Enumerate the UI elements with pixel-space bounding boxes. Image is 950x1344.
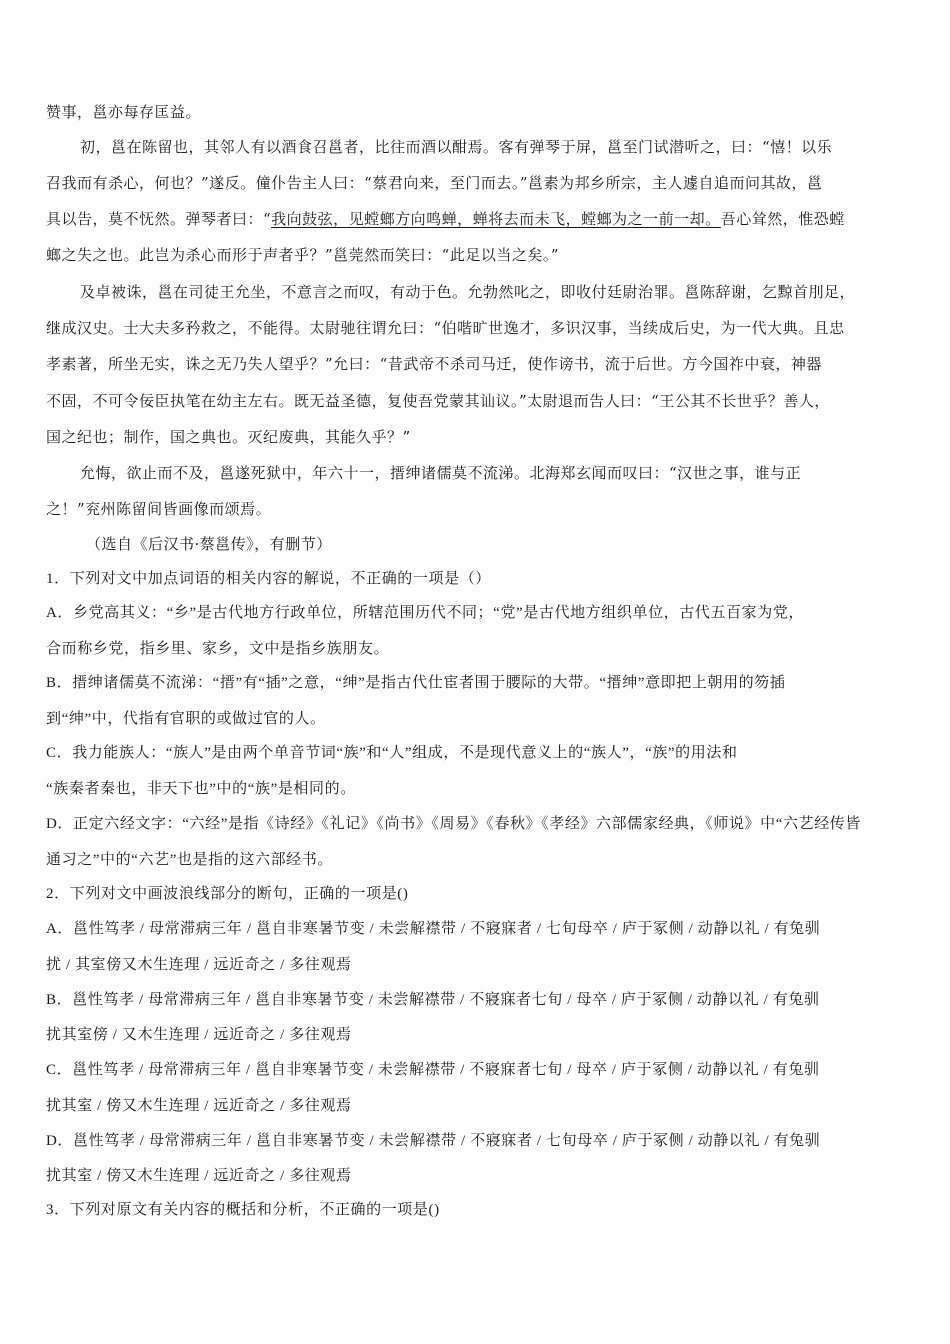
option-2b-cont: 扰其室傍 / 又木生连理 / 远近奇之 / 多往观焉 — [46, 1027, 352, 1043]
passage-line: 允悔，欲止而不及，邕遂死狱中，年六十一，搢绅诸儒莫不流涕。北海郑玄闻而叹曰：“汉世之事，谁与正 — [80, 464, 802, 482]
passage-line: 螂之失之也。此岂为杀心而形于声者乎？”邕莞然而笑曰：“此足以当之矣。” — [46, 246, 560, 264]
passage-line: 及卓被诛，邕在司徒王允坐，不意言之而叹，有动于色。允勃然叱之，即收付廷尉治罪。邕陈辞谢，乞黥首刖足， — [80, 283, 856, 301]
passage-line: 召我而有杀心，何也？”遂反。僮仆告主人曰：“蔡君向来，至门而去。”邕素为邦乡所宗，主人遽自追而问其故，邕 — [46, 174, 823, 192]
passage-line: 赞事，邕亦每存匡益。 — [46, 103, 202, 121]
option-2c: C．邕性笃孝 / 母常滞病三年 / 邕自非寒暑节变 / 未尝解襟带 / 不寢寐者七旬 / 母卒 / 庐于冢侧 / 动静以礼 / 有兔驯 — [46, 1062, 820, 1078]
passage-line: 之！”兖州陈留间皆画像而颂焉。 — [46, 500, 272, 518]
option-1a-cont: 合而称乡党，指乡里、家乡，文中是指乡族朋友。 — [46, 641, 390, 657]
passage-line: 国之纪也；制作，国之典也。灭纪废典，其能久乎？” — [46, 428, 411, 446]
option-1a: A．乡党高其义：“乡”是古代地方行政单位，所辖范围历代不同；“党”是古代地方组织单位，古代五百家为党， — [46, 605, 805, 621]
underlined-text: 我向鼓弦，见螳螂方向鸣蝉，蝉将去而未飞，螳螂为之一前一却。 — [271, 210, 721, 228]
option-2a-cont: 扰 / 其室傍又木生连理 / 远近奇之 / 多往观焉 — [46, 957, 352, 973]
option-1d: D．正定六经文字：“六经”是指《诗经》《礼记》《尚书》《周易》《春秋》《孝经》六部儒家经典，《师说》中“六艺经传皆 — [46, 816, 862, 832]
passage-line — [46, 209, 845, 229]
passage-line: 初，邕在陈留也，其邻人有以酒食召邕者，比往而酒以酣焉。客有弹琴于屏，邕至门试潜听之，曰：“憘！以乐 — [80, 138, 833, 156]
option-1b: B．搢绅诸儒莫不流涕：“搢”有“插”之意，“绅”是指古代仕宦者围于腰际的大带。“搢绅”意即把上朝用的笏插 — [46, 675, 786, 691]
option-1b-cont: 到“绅”中，代指有官职的或做过官的人。 — [46, 711, 326, 727]
option-1c: C．我力能族人：“族人”是由两个单音节词“族”和“人”组成，不是现代意义上的“族人”，“族”的用法和 — [46, 745, 738, 761]
option-2a: A．邕性笃孝 / 母常滞病三年 / 邕自非寒暑节变 / 未尝解襟带 / 不寢寐者 / 七旬母卒 / 庐于冢侧 / 动静以礼 / 有兔驯 — [46, 921, 821, 937]
option-2b: B．邕性笃孝 / 母常滞病三年 / 邕自非寒暑节变 / 未尝解襟带 / 不寢寐者七旬 / 母卒 / 庐于冢侧 / 动静以礼 / 有兔驯 — [46, 992, 820, 1008]
passage-line: 不固，不可令佞臣执笔在幼主左右。既无益圣德，复使吾党蒙其讪议。”太尉退而告人曰：“王公其不长世乎？善人， — [46, 392, 830, 410]
question-2: 2．下列对文中画波浪线部分的断句，正确的一项是() — [46, 886, 409, 902]
option-1d-cont: 通习之”中的“六艺”也是指的这六部经书。 — [46, 852, 333, 868]
question-3: 3．下列对原文有关内容的概括和分析，不正确的一项是() — [46, 1202, 440, 1218]
option-1c-cont: “族秦者秦也，非天下也”中的“族”是相同的。 — [46, 781, 356, 797]
passage-text: 吾心耸然，惟恐螳 — [720, 210, 845, 228]
passage-line: 孝素著，所坐无实，诛之无乃失人望乎？”允曰：“昔武帝不杀司马迁，使作谤书，流于后世。方今国祚中衰，神器 — [46, 355, 822, 373]
option-2d-cont: 扰其室 / 傍又木生连理 / 远近奇之 / 多往观焉 — [46, 1168, 352, 1184]
source-citation: （选自《后汉书·蔡邕传》，有删节） — [86, 535, 332, 553]
passage-line: 继成汉史。士大夫多矜救之，不能得。太尉驰往谓允曰：“伯喈旷世逸才，多识汉事，当续成后史，为一代大典。且忠 — [46, 319, 845, 337]
passage-text: 具以告，莫不怃然。弹琴者曰：“ — [46, 210, 272, 228]
option-2c-cont: 扰其室 / 傍又木生连理 / 远近奇之 / 多往观焉 — [46, 1098, 352, 1114]
option-2d: D．邕性笃孝 / 母常滞病三年 / 邕自非寒暑节变 / 未尝解襟带 / 不寢寐者 / 七旬母卒 / 庐于冢侧 / 动静以礼 / 有兔驯 — [46, 1133, 821, 1149]
question-1: 1．下列对文中加点词语的相关内容的解说，不正确的一项是（） — [46, 571, 491, 587]
